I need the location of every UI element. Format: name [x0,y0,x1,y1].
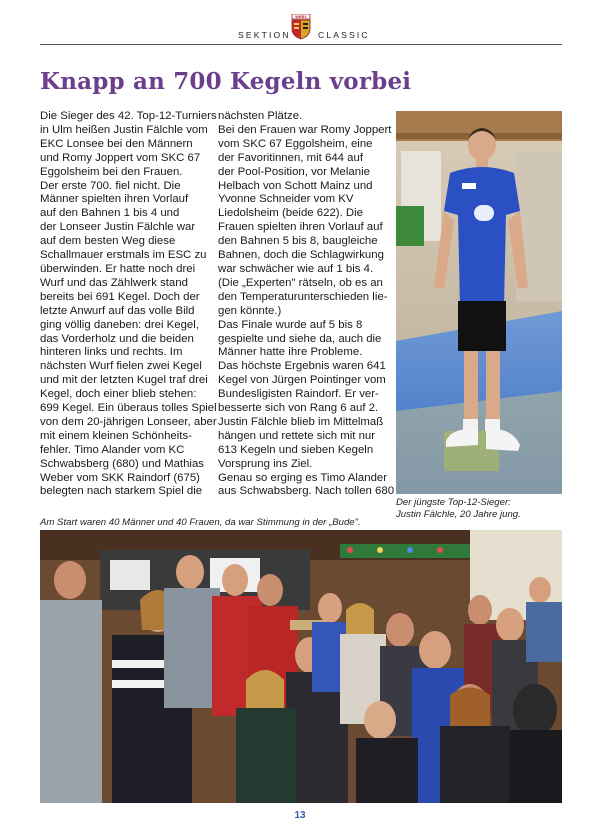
text-line: Die Sieger des 42. Top-12-Turniers [40,110,217,122]
text-line: letzte Anwurf auf das volle Bild [40,304,195,317]
text-line: ging völlig daneben: drei Kegel, [40,318,199,331]
crowd-photo-caption: Am Start waren 40 Männer und 40 Frauen, da war Stimmung in der „Bude". [40,517,361,528]
text-line: Justin Fälchle blieb im Mittelmaß [218,415,384,428]
text-line: Kegel von Jürgen Pointinger vom [218,374,386,387]
wkbv-crest-icon [290,14,312,40]
text-line: hängen und rettete sich mit nur [218,429,376,442]
page-number: 13 [294,810,306,821]
text-line: Bundesligisten Raindorf. Er ver- [218,388,379,401]
text-line: in Ulm heißen Justin Fälchle vom [40,123,208,136]
text-line: Männer hatte ihre Probleme. [218,346,363,359]
text-line: Kegel, doch einer blieb stehen: [40,388,197,401]
player-photo [396,111,562,494]
text-line: bereits bei 691 Kegel. Doch der [40,290,200,303]
article-column-2 [218,110,395,499]
text-line: und Romy Joppert vom SKC 67 [40,151,201,164]
article-title: Knapp an 700 Kegeln vorbei [40,68,412,95]
text-line: 613 Kegeln und sieben Kegeln [218,443,374,456]
text-line: auf den Bahnen 1 bis 4 und [40,207,180,220]
header-divider [40,44,562,45]
text-line: und mit der letzten Kugel traf drei [40,374,208,387]
text-line: der Pool-Position, vor Melanie [218,165,370,178]
player-caption-line1: Der jüngste Top-12-Sieger: [396,497,511,508]
text-line: auf dem besten Weg diese [40,235,176,248]
text-line: Frauen spielten ihren Vorlauf auf [218,221,383,234]
text-line: Eggolsheim bei den Frauen. [40,165,183,178]
text-line: den Bahnen 5 bis 8, baugleiche [218,235,378,248]
section-label: SEKTION [238,30,291,40]
player-caption-line2: Justin Fälchle, 20 Jahre jung. [396,509,521,520]
text-line: Vorsprung ins Ziel. [218,457,313,470]
text-line: nächsten Plätze. [218,110,303,122]
text-line: hinteren links und rechts. Im [40,346,183,359]
text-line: besserte sich von Rang 6 auf 2. [218,402,379,415]
text-line: der Favoritinnen, mit 644 auf [218,151,363,164]
text-line: aus Schwabsberg. Nach tollen 680 [218,485,395,498]
text-line: gen könnte.) [218,304,282,317]
text-line: war schwächer wie auf 1 bis 4. [218,262,374,275]
text-line: Männer spielten ihren Vorlauf [40,193,189,206]
text-line: Bei den Frauen war Romy Joppert [218,123,392,136]
text-line: Bahnen, doch die Schlagwirkung [218,249,384,262]
article-column-1 [40,110,217,499]
text-line: Wurf und das Zählwerk stand [40,276,188,289]
player-photo-caption [396,497,521,521]
text-line: Schwabsberg (680) und Mathias [40,457,204,470]
text-line: Das höchste Ergebnis waren 641 [218,360,386,373]
text-line: nächsten Wurf fielen zwei Kegel [40,360,202,373]
text-line: Genau so erging es Timo Alander [218,471,388,484]
text-line: Schallmauer erstmals im ESC zu [40,249,207,262]
text-line: vom SKC 67 Eggolsheim, eine [218,137,373,150]
text-line: (Die „Experten" rätseln, ob es an [218,276,383,289]
text-line: Der erste 700. fiel nicht. Die [40,179,181,192]
text-line: Das Finale wurde auf 5 bis 8 [218,318,363,331]
text-line: mit einem kleinen Schönheits- [40,429,192,442]
text-line: belegten nach starkem Spiel die [40,485,203,498]
section-label-classic: CLASSIC [318,30,370,40]
text-line: EKC Lonsee bei den Männern [40,137,193,150]
text-line: von dem 20-jährigen Lonseer, aber [40,415,217,428]
text-line: Liedolsheim (beide 622). Die [218,207,363,220]
svg-text:WKBV: WKBV [295,15,307,20]
text-line: fehler. Timo Alander vom KC [40,443,185,456]
text-line: das Vorderholz und die beiden [40,332,194,345]
text-line: überwinden. Er hatte noch drei [40,262,196,275]
text-line: den Temperaturunterschieden lie- [218,290,388,303]
text-line: Yvonne Schneider vom KV [218,193,354,206]
text-line: Helbach von Schott Mainz und [218,179,373,192]
crowd-photo [40,530,562,803]
text-line: der Lonseer Justin Fälchle war [40,221,196,234]
text-line: Weber vom SKK Raindorf (675) [40,471,200,484]
text-line: gespielte und siehe da, auch die [218,332,382,345]
text-line: 699 Kegel. Ein überaus tolles Spiel [40,402,217,415]
